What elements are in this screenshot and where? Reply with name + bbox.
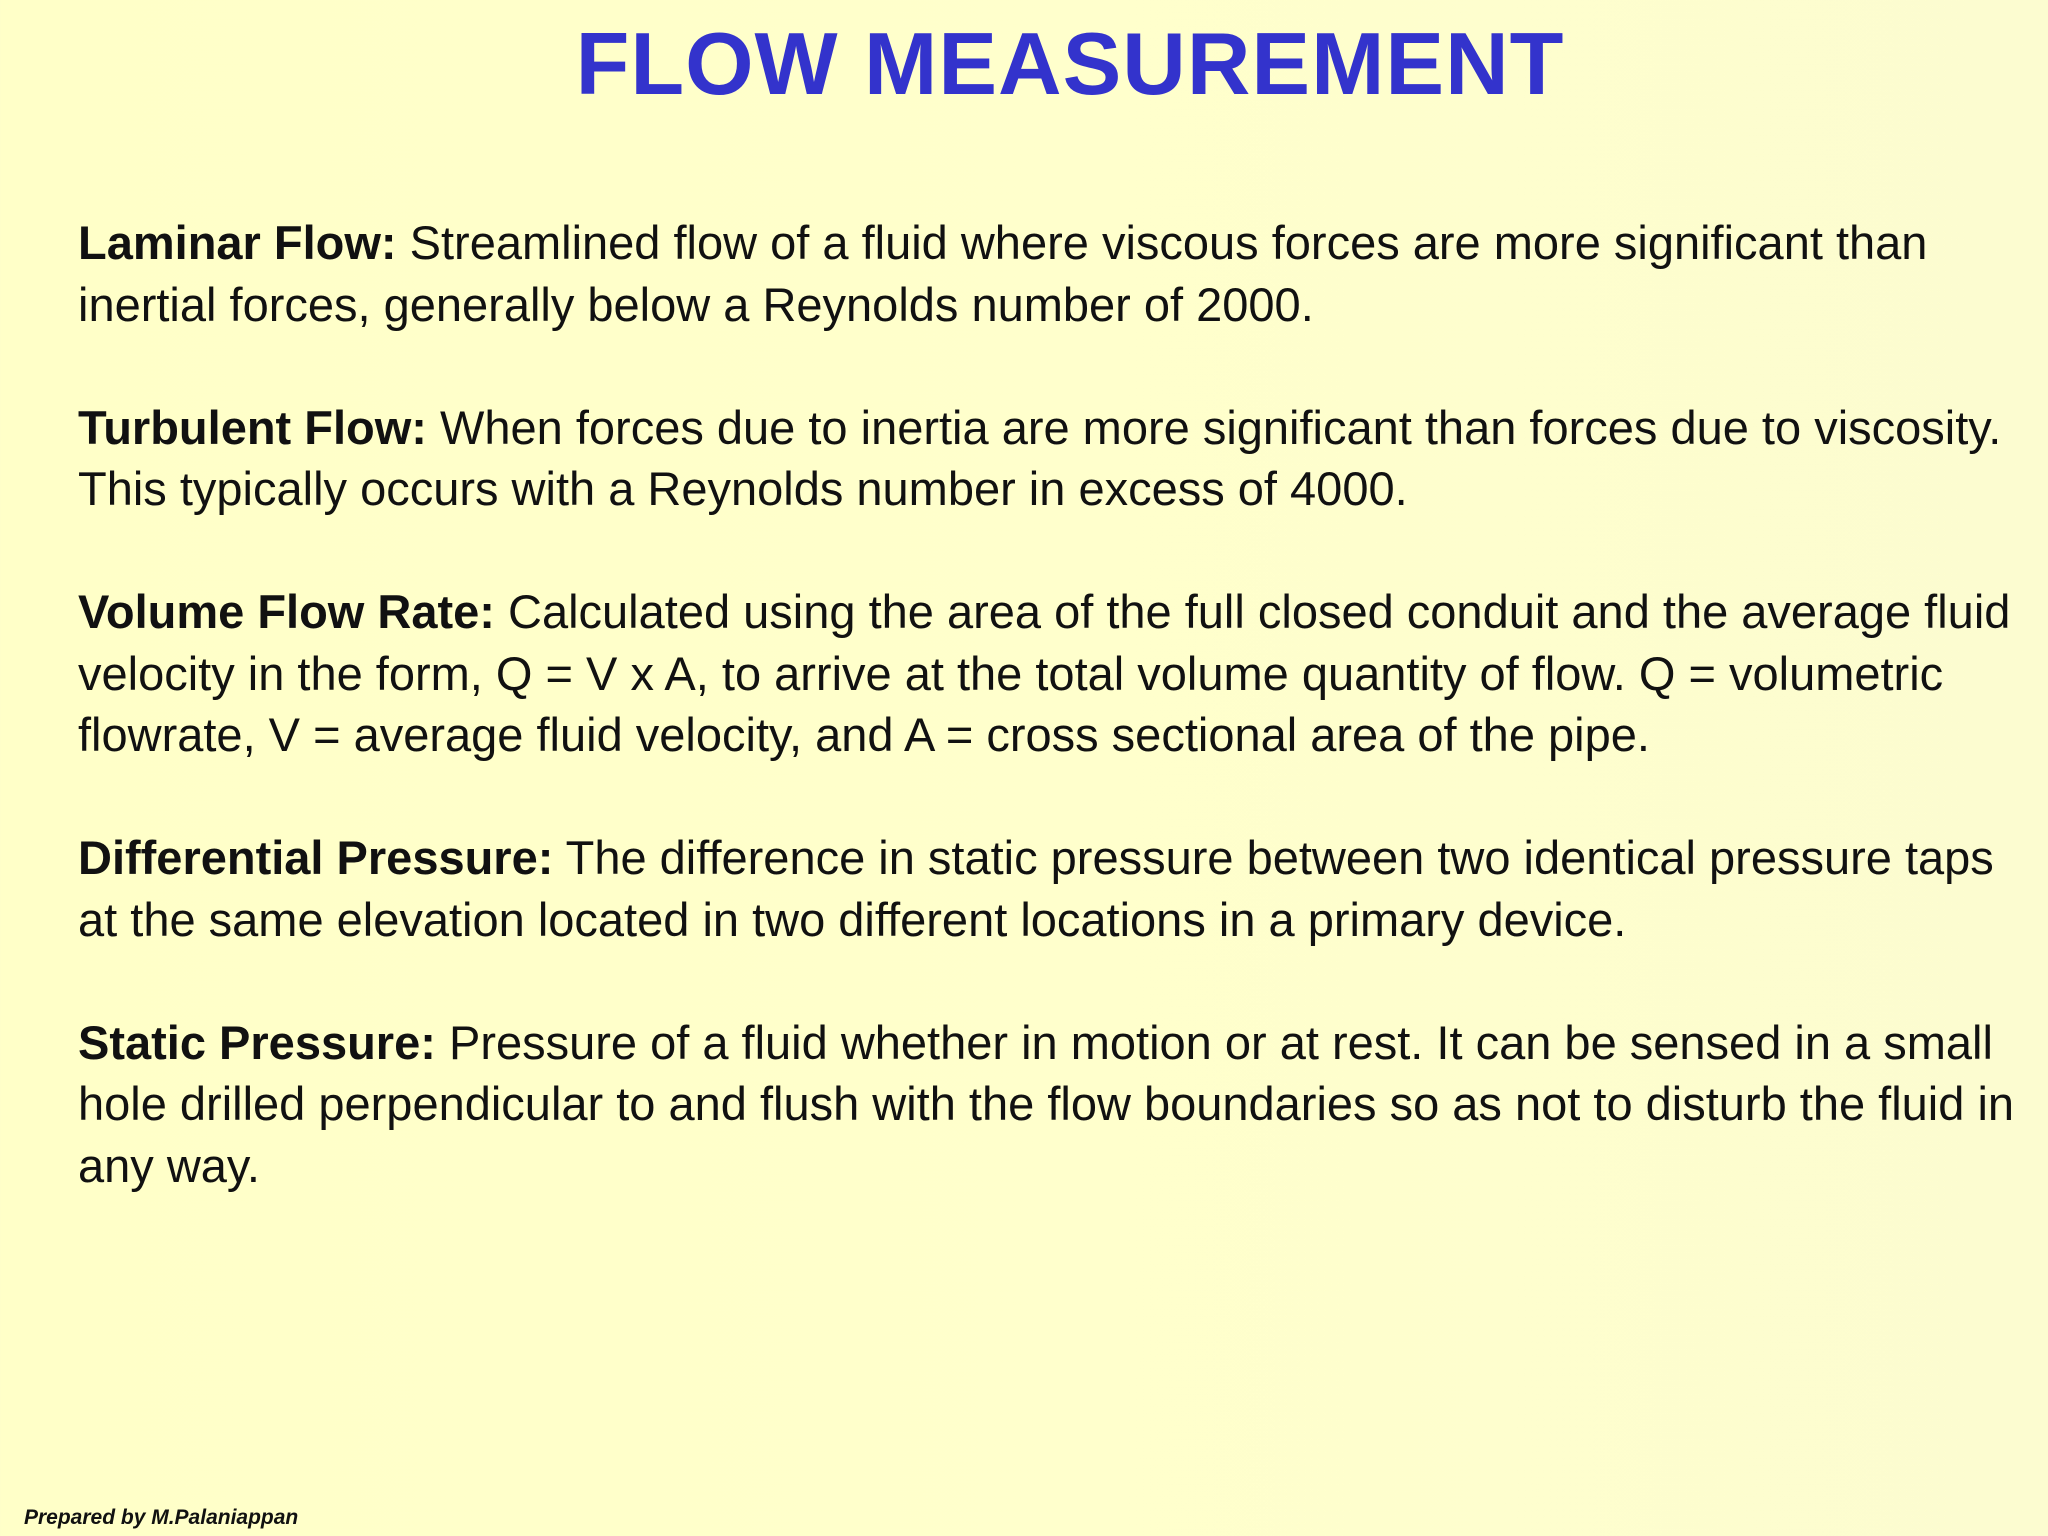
definition-laminar-flow (78, 212, 2028, 335)
definition-text: Streamlined flow of a fluid where viscous forces are more significant than inertial forces, generally below a Reynolds number of 2000. (78, 216, 1928, 331)
definition-term: Laminar Flow: (78, 216, 397, 269)
definition-turbulent-flow (78, 397, 2028, 520)
definition-term: Volume Flow Rate: (78, 585, 495, 638)
definition-text: The difference in static pressure between two identical pressure taps at the same elevation located in two different locations in a primary device. (78, 831, 1994, 946)
definition-differential-pressure (78, 827, 2028, 950)
definition-term: Differential Pressure: (78, 831, 554, 884)
definition-term: Static Pressure: (78, 1015, 436, 1069)
definition-term: Turbulent Flow: (78, 400, 427, 454)
definitions-list (78, 212, 2028, 1258)
author-credit: Prepared by M.Palaniappan (24, 1506, 299, 1529)
definition-static-pressure (78, 1012, 2028, 1197)
slide-title: FLOW MEASUREMENT (575, 14, 1565, 113)
definition-text: When forces due to inertia are more significant than forces due to viscosity. This typically occurs with a Reynolds number in excess of 4000. (78, 400, 2002, 515)
definition-text: Calculated using the area of the full closed conduit and the average fluid velocity in the form, Q = V x A, to arrive at the total volume quantity of flow. Q = volumetric flowrate, V = average fluid velocity, and A = cross sectional area of the pipe. (78, 585, 2011, 761)
definition-volume-flow-rate (78, 581, 2028, 766)
definition-text: Pressure of a fluid whether in motion or at rest. It can be sensed in a small hole drilled perpendicular to and flush with the flow boundaries so as not to disturb the fluid in any way. (78, 1015, 2015, 1192)
